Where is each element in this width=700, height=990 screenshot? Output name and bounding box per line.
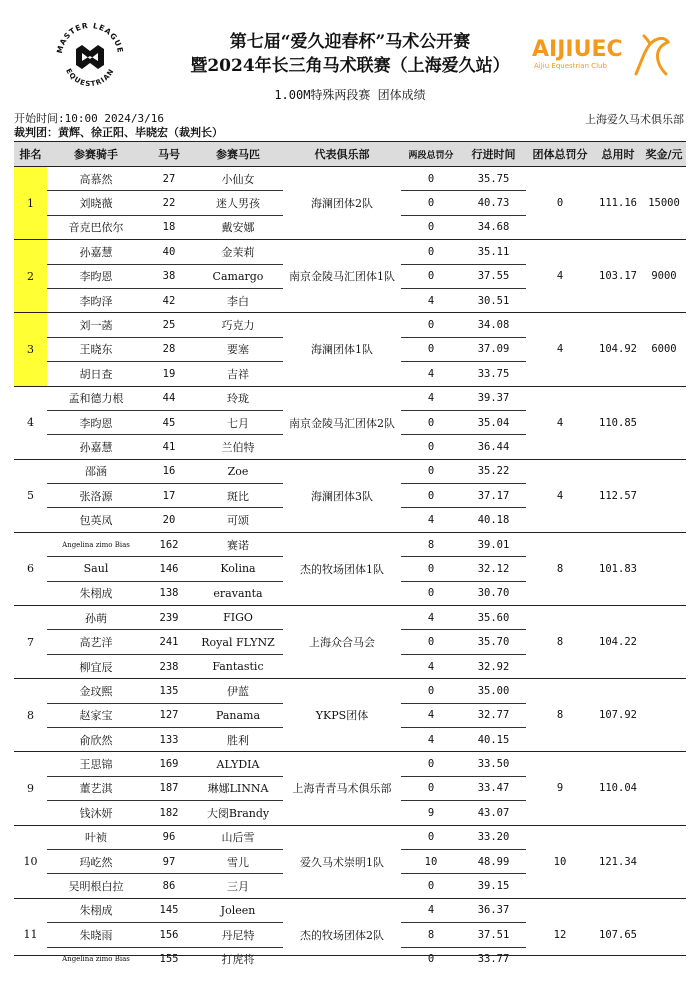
rider-cell: 孙嘉慧 <box>47 240 145 264</box>
horse-number-cell: 187 <box>145 776 193 800</box>
rider-cell: 刘晓薇 <box>47 191 145 215</box>
rider-cell: 孙嘉慧 <box>47 435 145 459</box>
penalty-cell: 4 <box>401 703 461 727</box>
horse-name-cell: 金茉莉 <box>193 240 283 264</box>
horse-number-cell: 86 <box>145 874 193 898</box>
col-time: 行进时间 <box>461 142 526 167</box>
rider-cell: 李昀恩 <box>47 410 145 434</box>
club-cell: 海澜团体3队 <box>283 459 401 532</box>
table-row <box>14 459 686 483</box>
horse-name-cell: Camargo <box>193 264 283 288</box>
horse-name-cell: Fantastic <box>193 654 283 678</box>
horse-number-cell: 162 <box>145 532 193 556</box>
time-cell: 32.92 <box>461 654 526 678</box>
horse-name-cell: Joleen <box>193 898 283 922</box>
horse-name-cell: 打虎将 <box>193 947 283 971</box>
rider-cell: 朱栩成 <box>47 581 145 605</box>
rank-cell: 3 <box>14 313 47 386</box>
time-cell: 35.70 <box>461 630 526 654</box>
time-cell: 35.11 <box>461 240 526 264</box>
club-cell: 上海众合马会 <box>283 606 401 679</box>
rider-cell: 孟和德力根 <box>47 386 145 410</box>
time-cell: 35.22 <box>461 459 526 483</box>
penalty-cell: 4 <box>401 654 461 678</box>
rider-cell: 高艺洋 <box>47 630 145 654</box>
rank-cell: 5 <box>14 459 47 532</box>
rank-cell: 4 <box>14 386 47 459</box>
horse-name-cell: 伊蓝 <box>193 679 283 703</box>
time-cell: 34.08 <box>461 313 526 337</box>
time-cell: 40.18 <box>461 508 526 532</box>
results-body <box>14 167 686 971</box>
event-subtitle: 1.00M特殊两段赛 团体成绩 <box>274 88 426 102</box>
team-penalty-cell: 9 <box>526 752 594 825</box>
penalty-cell: 0 <box>401 776 461 800</box>
penalty-cell: 4 <box>401 898 461 922</box>
time-cell: 33.20 <box>461 825 526 849</box>
time-cell: 40.15 <box>461 727 526 751</box>
time-cell: 37.17 <box>461 484 526 508</box>
table-row <box>14 532 686 556</box>
prize-cell <box>642 459 686 532</box>
logo-brand-sub: AiJiu Equestrian Club <box>534 62 607 70</box>
master-league-logo <box>50 16 130 96</box>
team-penalty-cell: 12 <box>526 898 594 971</box>
horse-number-cell: 239 <box>145 606 193 630</box>
total-time-cell: 121.34 <box>594 825 642 898</box>
horse-number-cell: 16 <box>145 459 193 483</box>
time-cell: 33.77 <box>461 947 526 971</box>
horse-name-cell: Panama <box>193 703 283 727</box>
rider-cell: 钱沐妍 <box>47 801 145 825</box>
prize-cell <box>642 679 686 752</box>
horse-name-cell: 山后雪 <box>193 825 283 849</box>
rider-cell: Saul <box>47 557 145 581</box>
rider-cell: Angelina zimo Bias <box>47 532 145 556</box>
penalty-cell: 0 <box>401 459 461 483</box>
prize-cell <box>642 752 686 825</box>
horse-name-cell: 丹尼特 <box>193 923 283 947</box>
total-time-cell: 104.22 <box>594 606 642 679</box>
time-cell: 39.15 <box>461 874 526 898</box>
rider-cell: 包英凤 <box>47 508 145 532</box>
rider-cell: 吴明根白拉 <box>47 874 145 898</box>
time-cell: 33.47 <box>461 776 526 800</box>
penalty-cell: 10 <box>401 849 461 873</box>
horse-head-icon <box>636 36 668 74</box>
penalty-cell: 0 <box>401 557 461 581</box>
horse-number-cell: 135 <box>145 679 193 703</box>
time-cell: 48.99 <box>461 849 526 873</box>
table-row <box>14 679 686 703</box>
horse-name-cell: 可颂 <box>193 508 283 532</box>
horse-name-cell: 兰伯特 <box>193 435 283 459</box>
results-table <box>14 141 686 971</box>
table-row <box>14 386 686 410</box>
penalty-cell: 0 <box>401 630 461 654</box>
team-penalty-cell: 0 <box>526 167 594 240</box>
team-penalty-cell: 8 <box>526 679 594 752</box>
horse-number-cell: 169 <box>145 752 193 776</box>
horse-number-cell: 146 <box>145 557 193 581</box>
col-club: 代表俱乐部 <box>283 142 401 167</box>
total-time-cell: 111.16 <box>594 167 642 240</box>
rider-cell: Angelina zimo Bias <box>47 947 145 971</box>
penalty-cell: 0 <box>401 947 461 971</box>
rider-cell: 叶祯 <box>47 825 145 849</box>
horse-name-cell: FIGO <box>193 606 283 630</box>
prize-cell <box>642 532 686 605</box>
horse-name-cell: 斑比 <box>193 484 283 508</box>
horse-number-cell: 19 <box>145 362 193 386</box>
rank-cell: 11 <box>14 898 47 971</box>
penalty-cell: 0 <box>401 410 461 434</box>
club-cell: 上海青青马术俱乐部 <box>283 752 401 825</box>
penalty-cell: 0 <box>401 435 461 459</box>
horse-number-cell: 38 <box>145 264 193 288</box>
rider-cell: 孙萌 <box>47 606 145 630</box>
table-row <box>14 752 686 776</box>
rider-cell: 王思锦 <box>47 752 145 776</box>
horse-name-cell: 李白 <box>193 288 283 312</box>
svg-text:EQUESTRIAN <box>64 67 116 88</box>
horse-name-cell: Kolina <box>193 557 283 581</box>
total-time-cell: 103.17 <box>594 240 642 313</box>
rider-cell: 张洛源 <box>47 484 145 508</box>
horse-emblem-icon <box>76 45 104 69</box>
total-time-cell: 110.85 <box>594 386 642 459</box>
club-cell: 海澜团体2队 <box>283 167 401 240</box>
col-rider: 参赛骑手 <box>47 142 145 167</box>
total-time-cell: 104.92 <box>594 313 642 386</box>
rank-cell: 2 <box>14 240 47 313</box>
horse-number-cell: 44 <box>145 386 193 410</box>
rank-cell: 7 <box>14 606 47 679</box>
team-penalty-cell: 4 <box>526 459 594 532</box>
horse-number-cell: 182 <box>145 801 193 825</box>
time-cell: 33.50 <box>461 752 526 776</box>
team-penalty-cell: 4 <box>526 313 594 386</box>
club-cell: 南京金陵马汇团体2队 <box>283 386 401 459</box>
team-penalty-cell: 8 <box>526 532 594 605</box>
table-row <box>14 825 686 849</box>
horse-number-cell: 156 <box>145 923 193 947</box>
rank-cell: 8 <box>14 679 47 752</box>
prize-cell <box>642 606 686 679</box>
logo-top-text: MASTER LEAGUE <box>54 20 125 55</box>
table-bottom-rule <box>14 955 686 956</box>
penalty-cell: 4 <box>401 508 461 532</box>
horse-number-cell: 22 <box>145 191 193 215</box>
prize-cell <box>642 825 686 898</box>
penalty-cell: 0 <box>401 240 461 264</box>
rider-cell: 柳宜辰 <box>47 654 145 678</box>
club-cell: 杰的牧场团体1队 <box>283 532 401 605</box>
table-row <box>14 898 686 922</box>
logo-brand-text: AIJIUEC <box>532 37 623 62</box>
time-cell: 39.37 <box>461 386 526 410</box>
rider-cell: 俞欣然 <box>47 727 145 751</box>
penalty-cell: 0 <box>401 337 461 361</box>
col-penalty: 两段总罚分 <box>401 142 461 167</box>
penalty-cell: 0 <box>401 264 461 288</box>
time-cell: 36.37 <box>461 898 526 922</box>
horse-number-cell: 42 <box>145 288 193 312</box>
time-cell: 33.75 <box>461 362 526 386</box>
rank-cell: 6 <box>14 532 47 605</box>
penalty-cell: 0 <box>401 313 461 337</box>
team-penalty-cell: 4 <box>526 386 594 459</box>
rider-cell: 朱栩成 <box>47 898 145 922</box>
horse-name-cell: 小仙女 <box>193 167 283 191</box>
page-title-line1: 第七届“爱久迎春杯”马术公开赛 <box>229 32 471 52</box>
horse-name-cell: 戴安娜 <box>193 215 283 239</box>
rider-cell: 胡日查 <box>47 362 145 386</box>
horse-name-cell: 琳娜LINNA <box>193 776 283 800</box>
penalty-cell: 0 <box>401 167 461 191</box>
club-cell: 南京金陵马汇团体1队 <box>283 240 401 313</box>
horse-number-cell: 18 <box>145 215 193 239</box>
prize-cell: 15000 <box>642 167 686 240</box>
club-cell: 海澜团体1队 <box>283 313 401 386</box>
judges-panel: 裁判团：黄辉、徐正阳、毕晓宏（裁判长） <box>14 126 223 139</box>
club-cell: YKPS团体 <box>283 679 401 752</box>
horse-name-cell: 要塞 <box>193 337 283 361</box>
rider-cell: 李昀泽 <box>47 288 145 312</box>
penalty-cell: 4 <box>401 727 461 751</box>
horse-number-cell: 97 <box>145 849 193 873</box>
horse-name-cell: 巧克力 <box>193 313 283 337</box>
rider-cell: 金玟熙 <box>47 679 145 703</box>
page-title-line2: 暨2024年长三角马术联赛（上海爱久站） <box>190 56 510 76</box>
time-cell: 35.04 <box>461 410 526 434</box>
time-cell: 32.12 <box>461 557 526 581</box>
penalty-cell: 8 <box>401 532 461 556</box>
horse-number-cell: 40 <box>145 240 193 264</box>
horse-name-cell: 吉祥 <box>193 362 283 386</box>
horse-number-cell: 20 <box>145 508 193 532</box>
rider-cell: 高慕然 <box>47 167 145 191</box>
penalty-cell: 0 <box>401 825 461 849</box>
table-header-row <box>14 142 686 167</box>
time-cell: 36.44 <box>461 435 526 459</box>
horse-number-cell: 96 <box>145 825 193 849</box>
rider-cell: 王晓东 <box>47 337 145 361</box>
total-time-cell: 112.57 <box>594 459 642 532</box>
penalty-cell: 0 <box>401 752 461 776</box>
col-horse: 参赛马匹 <box>193 142 283 167</box>
table-row <box>14 313 686 337</box>
table-row <box>14 167 686 191</box>
organizer-name: 上海爱久马术俱乐部 <box>585 113 684 126</box>
horse-number-cell: 133 <box>145 727 193 751</box>
penalty-cell: 0 <box>401 215 461 239</box>
aijiu-club-logo <box>532 30 672 80</box>
logo-bottom-text: EQUESTRIAN <box>64 67 116 89</box>
horse-name-cell: 七月 <box>193 410 283 434</box>
rider-cell: 李昀恩 <box>47 264 145 288</box>
penalty-cell: 8 <box>401 923 461 947</box>
rider-cell: 玛屹然 <box>47 849 145 873</box>
horse-number-cell: 127 <box>145 703 193 727</box>
horse-number-cell: 241 <box>145 630 193 654</box>
rider-cell: 赵家宝 <box>47 703 145 727</box>
rider-cell: 朱晓雨 <box>47 923 145 947</box>
penalty-cell: 4 <box>401 362 461 386</box>
col-total-time: 总用时 <box>594 142 642 167</box>
time-cell: 43.07 <box>461 801 526 825</box>
rider-cell: 邵涵 <box>47 459 145 483</box>
horse-name-cell: 迷人男孩 <box>193 191 283 215</box>
time-cell: 34.68 <box>461 215 526 239</box>
total-time-cell: 110.04 <box>594 752 642 825</box>
horse-number-cell: 145 <box>145 898 193 922</box>
horse-number-cell: 28 <box>145 337 193 361</box>
horse-name-cell: ALYDIA <box>193 752 283 776</box>
penalty-cell: 9 <box>401 801 461 825</box>
total-time-cell: 107.65 <box>594 898 642 971</box>
horse-name-cell: 雪儿 <box>193 849 283 873</box>
penalty-cell: 0 <box>401 874 461 898</box>
time-cell: 37.09 <box>461 337 526 361</box>
start-time: 开始时间:10:00 2024/3/16 <box>14 112 164 125</box>
total-time-cell: 107.92 <box>594 679 642 752</box>
time-cell: 32.77 <box>461 703 526 727</box>
time-cell: 30.70 <box>461 581 526 605</box>
col-prize: 奖金/元 <box>642 142 686 167</box>
horse-number-cell: 27 <box>145 167 193 191</box>
penalty-cell: 4 <box>401 288 461 312</box>
horse-number-cell: 155 <box>145 947 193 971</box>
col-team-penalty: 团体总罚分 <box>526 142 594 167</box>
penalty-cell: 0 <box>401 191 461 215</box>
time-cell: 35.75 <box>461 167 526 191</box>
horse-name-cell: Royal FLYNZ <box>193 630 283 654</box>
prize-cell <box>642 386 686 459</box>
club-cell: 爱久马术崇明1队 <box>283 825 401 898</box>
svg-text:MASTER LEAGUE <box>55 21 125 54</box>
time-cell: 30.51 <box>461 288 526 312</box>
club-cell: 杰的牧场团体2队 <box>283 898 401 971</box>
rank-cell: 1 <box>14 167 47 240</box>
horse-name-cell: eravanta <box>193 581 283 605</box>
col-rank: 排名 <box>14 142 47 167</box>
col-number: 马号 <box>145 142 193 167</box>
prize-cell <box>642 898 686 971</box>
rider-cell: 刘一菡 <box>47 313 145 337</box>
table-row <box>14 240 686 264</box>
horse-number-cell: 17 <box>145 484 193 508</box>
horse-number-cell: 238 <box>145 654 193 678</box>
horse-name-cell: 大阌Brandy <box>193 801 283 825</box>
rider-cell: 音克巴依尔 <box>47 215 145 239</box>
horse-name-cell: 胜利 <box>193 727 283 751</box>
prize-cell: 6000 <box>642 313 686 386</box>
rank-cell: 10 <box>14 825 47 898</box>
team-penalty-cell: 8 <box>526 606 594 679</box>
table-row <box>14 606 686 630</box>
horse-number-cell: 25 <box>145 313 193 337</box>
rider-cell: 董艺淇 <box>47 776 145 800</box>
prize-cell: 9000 <box>642 240 686 313</box>
total-time-cell: 101.83 <box>594 532 642 605</box>
rank-cell: 9 <box>14 752 47 825</box>
time-cell: 37.55 <box>461 264 526 288</box>
horse-number-cell: 45 <box>145 410 193 434</box>
horse-name-cell: Zoe <box>193 459 283 483</box>
horse-number-cell: 138 <box>145 581 193 605</box>
time-cell: 35.00 <box>461 679 526 703</box>
penalty-cell: 0 <box>401 581 461 605</box>
penalty-cell: 0 <box>401 679 461 703</box>
time-cell: 35.60 <box>461 606 526 630</box>
horse-number-cell: 41 <box>145 435 193 459</box>
penalty-cell: 4 <box>401 386 461 410</box>
time-cell: 39.01 <box>461 532 526 556</box>
horse-name-cell: 三月 <box>193 874 283 898</box>
time-cell: 37.51 <box>461 923 526 947</box>
team-penalty-cell: 4 <box>526 240 594 313</box>
horse-name-cell: 赛诺 <box>193 532 283 556</box>
time-cell: 40.73 <box>461 191 526 215</box>
penalty-cell: 0 <box>401 484 461 508</box>
penalty-cell: 4 <box>401 606 461 630</box>
horse-name-cell: 玲珑 <box>193 386 283 410</box>
team-penalty-cell: 10 <box>526 825 594 898</box>
